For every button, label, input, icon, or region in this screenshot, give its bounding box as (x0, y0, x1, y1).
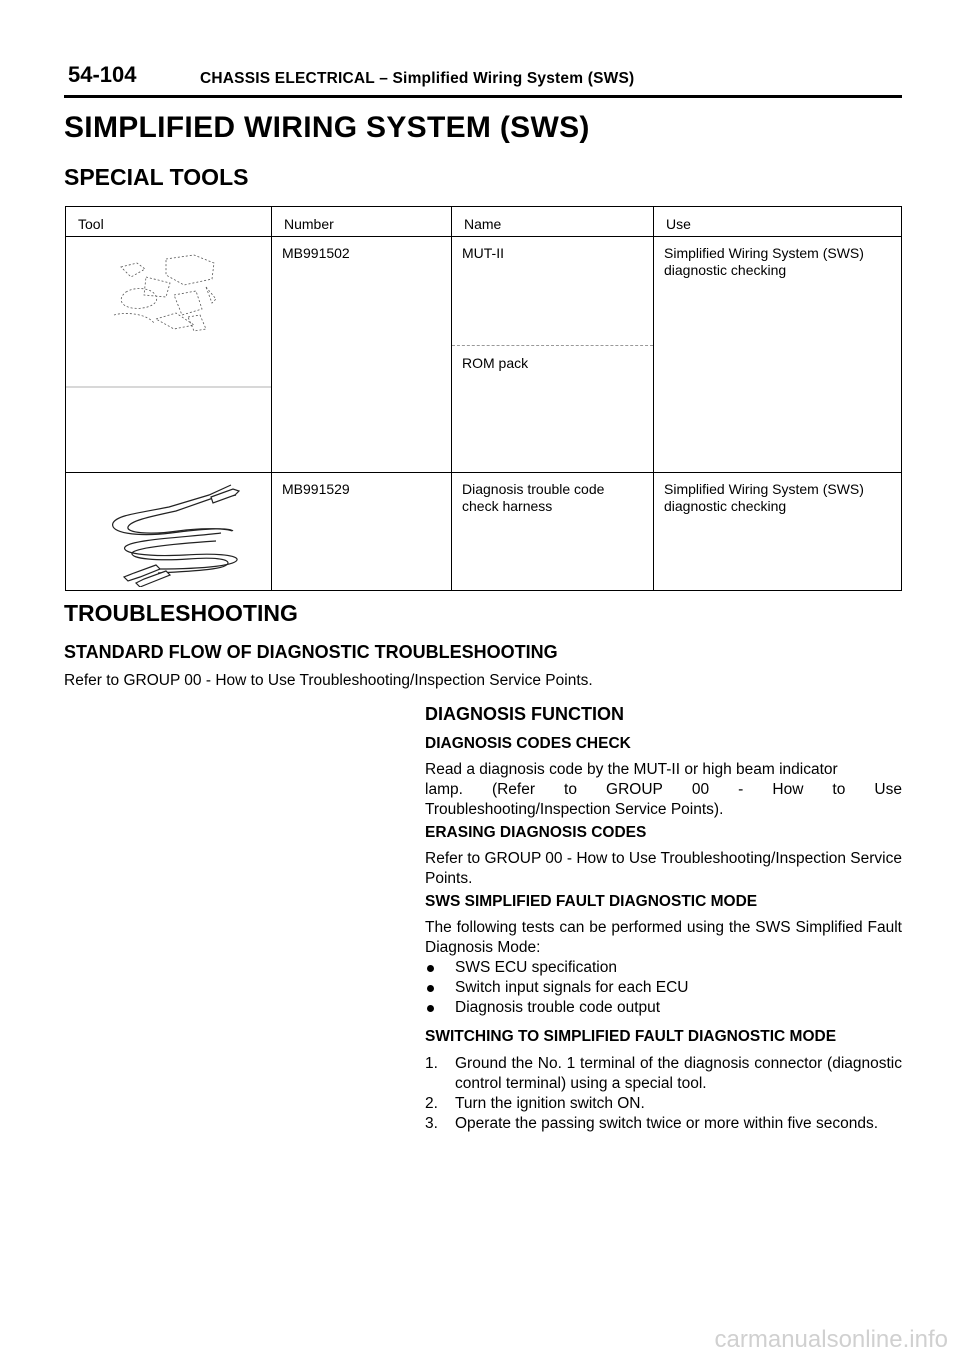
tool-use: Simplified Wiring System (SWS) diagnostic checking (664, 245, 864, 278)
list-item: SWS ECU specification (425, 958, 902, 978)
word: to (832, 781, 846, 798)
list-item (425, 1114, 902, 1134)
running-title: CHASSIS ELECTRICAL – Simplified Wiring System (SWS) (200, 70, 635, 87)
diagnosis-function-heading: DIAGNOSIS FUNCTION (425, 704, 625, 724)
switching-steps (425, 1054, 902, 1134)
tool-number: MB991529 (282, 481, 350, 497)
standard-flow-heading: STANDARD FLOW OF DIAGNOSTIC TROUBLESHOOTING (64, 642, 558, 662)
standard-flow-text: Refer to GROUP 00 - How to Use Troubleshooting/Inspection Service Points. (64, 672, 593, 689)
fault-mode-heading: SWS SIMPLIFIED FAULT DIAGNOSTIC MODE (425, 893, 758, 910)
page-title: SIMPLIFIED WIRING SYSTEM (SWS) (64, 111, 590, 144)
list-item: Diagnosis trouble code output (425, 998, 902, 1018)
check-harness-illustration (66, 473, 271, 587)
codes-check-line-1: Read a diagnosis code by the MUT-II or high beam indicator (425, 761, 838, 778)
col-header-tool: Tool (66, 207, 272, 237)
codes-check-heading: DIAGNOSIS CODES CHECK (425, 735, 631, 752)
erasing-heading: ERASING DIAGNOSIS CODES (425, 824, 647, 841)
codes-check-line-3: Troubleshooting/Inspection Service Points). (425, 801, 724, 818)
switching-heading: SWITCHING TO SIMPLIFIED FAULT DIAGNOSTIC MODE (425, 1028, 837, 1045)
codes-check-text (425, 760, 902, 820)
troubleshooting-heading: TROUBLESHOOTING (64, 600, 298, 626)
word: Use (874, 781, 902, 798)
header-rule (64, 95, 902, 98)
list-item: Switch input signals for each ECU (425, 978, 902, 998)
col-header-use: Use (654, 207, 902, 237)
step-number: 2. (425, 1095, 438, 1112)
rom-pack-divider (452, 345, 653, 346)
tool-images-cell (66, 237, 272, 473)
word: GROUP (606, 781, 663, 798)
watermark: carmanualsonline.info (714, 1326, 948, 1353)
word: 00 (691, 781, 710, 798)
fault-mode-text: The following tests can be performed using the SWS Simplified Fault Diagnosis Mode: (425, 919, 902, 956)
step-text: Turn the ignition switch ON. (455, 1095, 645, 1112)
mut-ii-tester-illustration (66, 237, 271, 469)
table-header-row (66, 207, 902, 237)
word: (Refer (491, 781, 536, 798)
word: - (738, 781, 744, 798)
step-number: 3. (425, 1115, 438, 1132)
page-number: 54-104 (68, 62, 137, 87)
tool-number: MB991502 (282, 245, 350, 261)
tool-name: Diagnosis trouble code check harness (462, 481, 605, 514)
word: How (772, 781, 804, 798)
list-item (425, 1094, 902, 1114)
col-header-number: Number (272, 207, 452, 237)
special-tools-table (65, 206, 902, 591)
col-header-name: Name (452, 207, 654, 237)
table-row (66, 237, 902, 473)
word: lamp. (425, 781, 463, 798)
list-item (425, 1054, 902, 1094)
step-text: Operate the passing switch twice or more within five seconds. (455, 1115, 878, 1132)
word: to (564, 781, 577, 798)
harness-image-cell (66, 473, 272, 591)
table-row (66, 473, 902, 591)
codes-check-line-2 (425, 780, 902, 800)
tool-name: MUT-II (462, 245, 504, 261)
special-tools-heading: SPECIAL TOOLS (64, 164, 249, 190)
tool-name-rom-pack: ROM pack (462, 355, 529, 371)
fault-mode-list (425, 958, 902, 1018)
step-number: 1. (425, 1055, 438, 1072)
erasing-text: Refer to GROUP 00 - How to Use Troubleshooting/Inspection Service Points. (425, 850, 902, 887)
step-text: Ground the No. 1 terminal of the diagnosis connector (diagnostic control terminal) using a special tool. (455, 1055, 902, 1092)
tool-use: Simplified Wiring System (SWS) diagnostic checking (664, 481, 864, 514)
